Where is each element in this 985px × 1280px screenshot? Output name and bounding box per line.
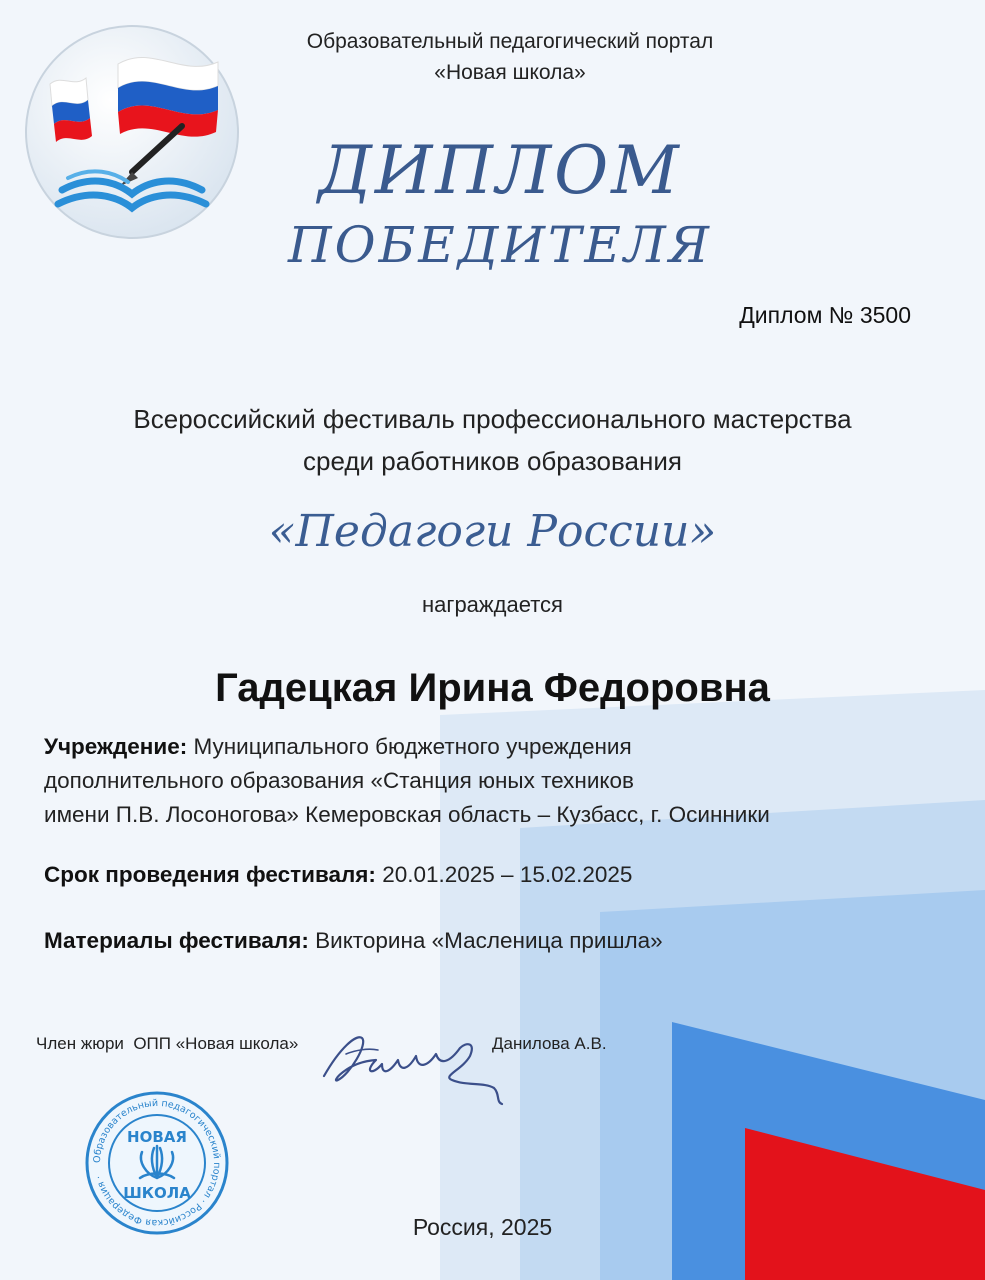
award-text: награждается: [422, 592, 563, 617]
footer-place-year: Россия, 2025: [412, 1214, 553, 1240]
seal-ring-textpath: Образовательный педагогический портал · Российская Федерация ·: [91, 1097, 223, 1229]
signature-icon: [316, 1014, 516, 1109]
diploma-number: Диплом № 3500: [739, 302, 911, 328]
festival-line-2: среди работников образования: [303, 446, 682, 476]
diploma-title: ДИПЛОМ: [318, 132, 682, 209]
institution-line-3: имени П.В. Лосоногова» Кемеровская область – Кузбасс, г. Осинники: [44, 802, 770, 827]
festival-name: «Педагоги России»: [268, 506, 717, 557]
seal-bottom-text: ШКОЛА: [123, 1184, 191, 1202]
recipient-name: Гадецкая Ирина Федоровна: [215, 666, 770, 710]
dates-label: Срок проведения фестиваля:: [44, 862, 376, 887]
materials-label: Материалы фестиваля:: [44, 928, 309, 953]
portal-name: [230, 26, 790, 88]
institution-line-1: Муниципального бюджетного учреждения: [193, 734, 632, 759]
materials-block: [44, 924, 944, 958]
institution-line-2: дополнительного образования «Станция юных техников: [44, 768, 634, 793]
jury-label: Член жюри ОПП «Новая школа»: [36, 1034, 299, 1053]
dates-value: 20.01.2025 – 15.02.2025: [382, 862, 633, 887]
jury-member-name: Данилова А.В.: [492, 1034, 607, 1053]
portal-line-1: Образовательный педагогический портал: [306, 30, 714, 53]
dates-block: [44, 858, 944, 892]
festival-description: [40, 398, 945, 482]
seal-top-text: НОВАЯ: [127, 1128, 187, 1146]
festival-line-1: Всероссийский фестиваль профессионального мастерства: [133, 404, 852, 434]
institution-label: Учреждение:: [44, 734, 188, 759]
school-seal-icon: [84, 1090, 230, 1236]
diploma-subtitle: ПОБЕДИТЕЛЯ: [287, 216, 713, 274]
materials-value: Викторина «Масленица пришла»: [315, 928, 663, 953]
institution-block: [44, 730, 944, 832]
portal-line-2: «Новая школа»: [434, 61, 586, 84]
